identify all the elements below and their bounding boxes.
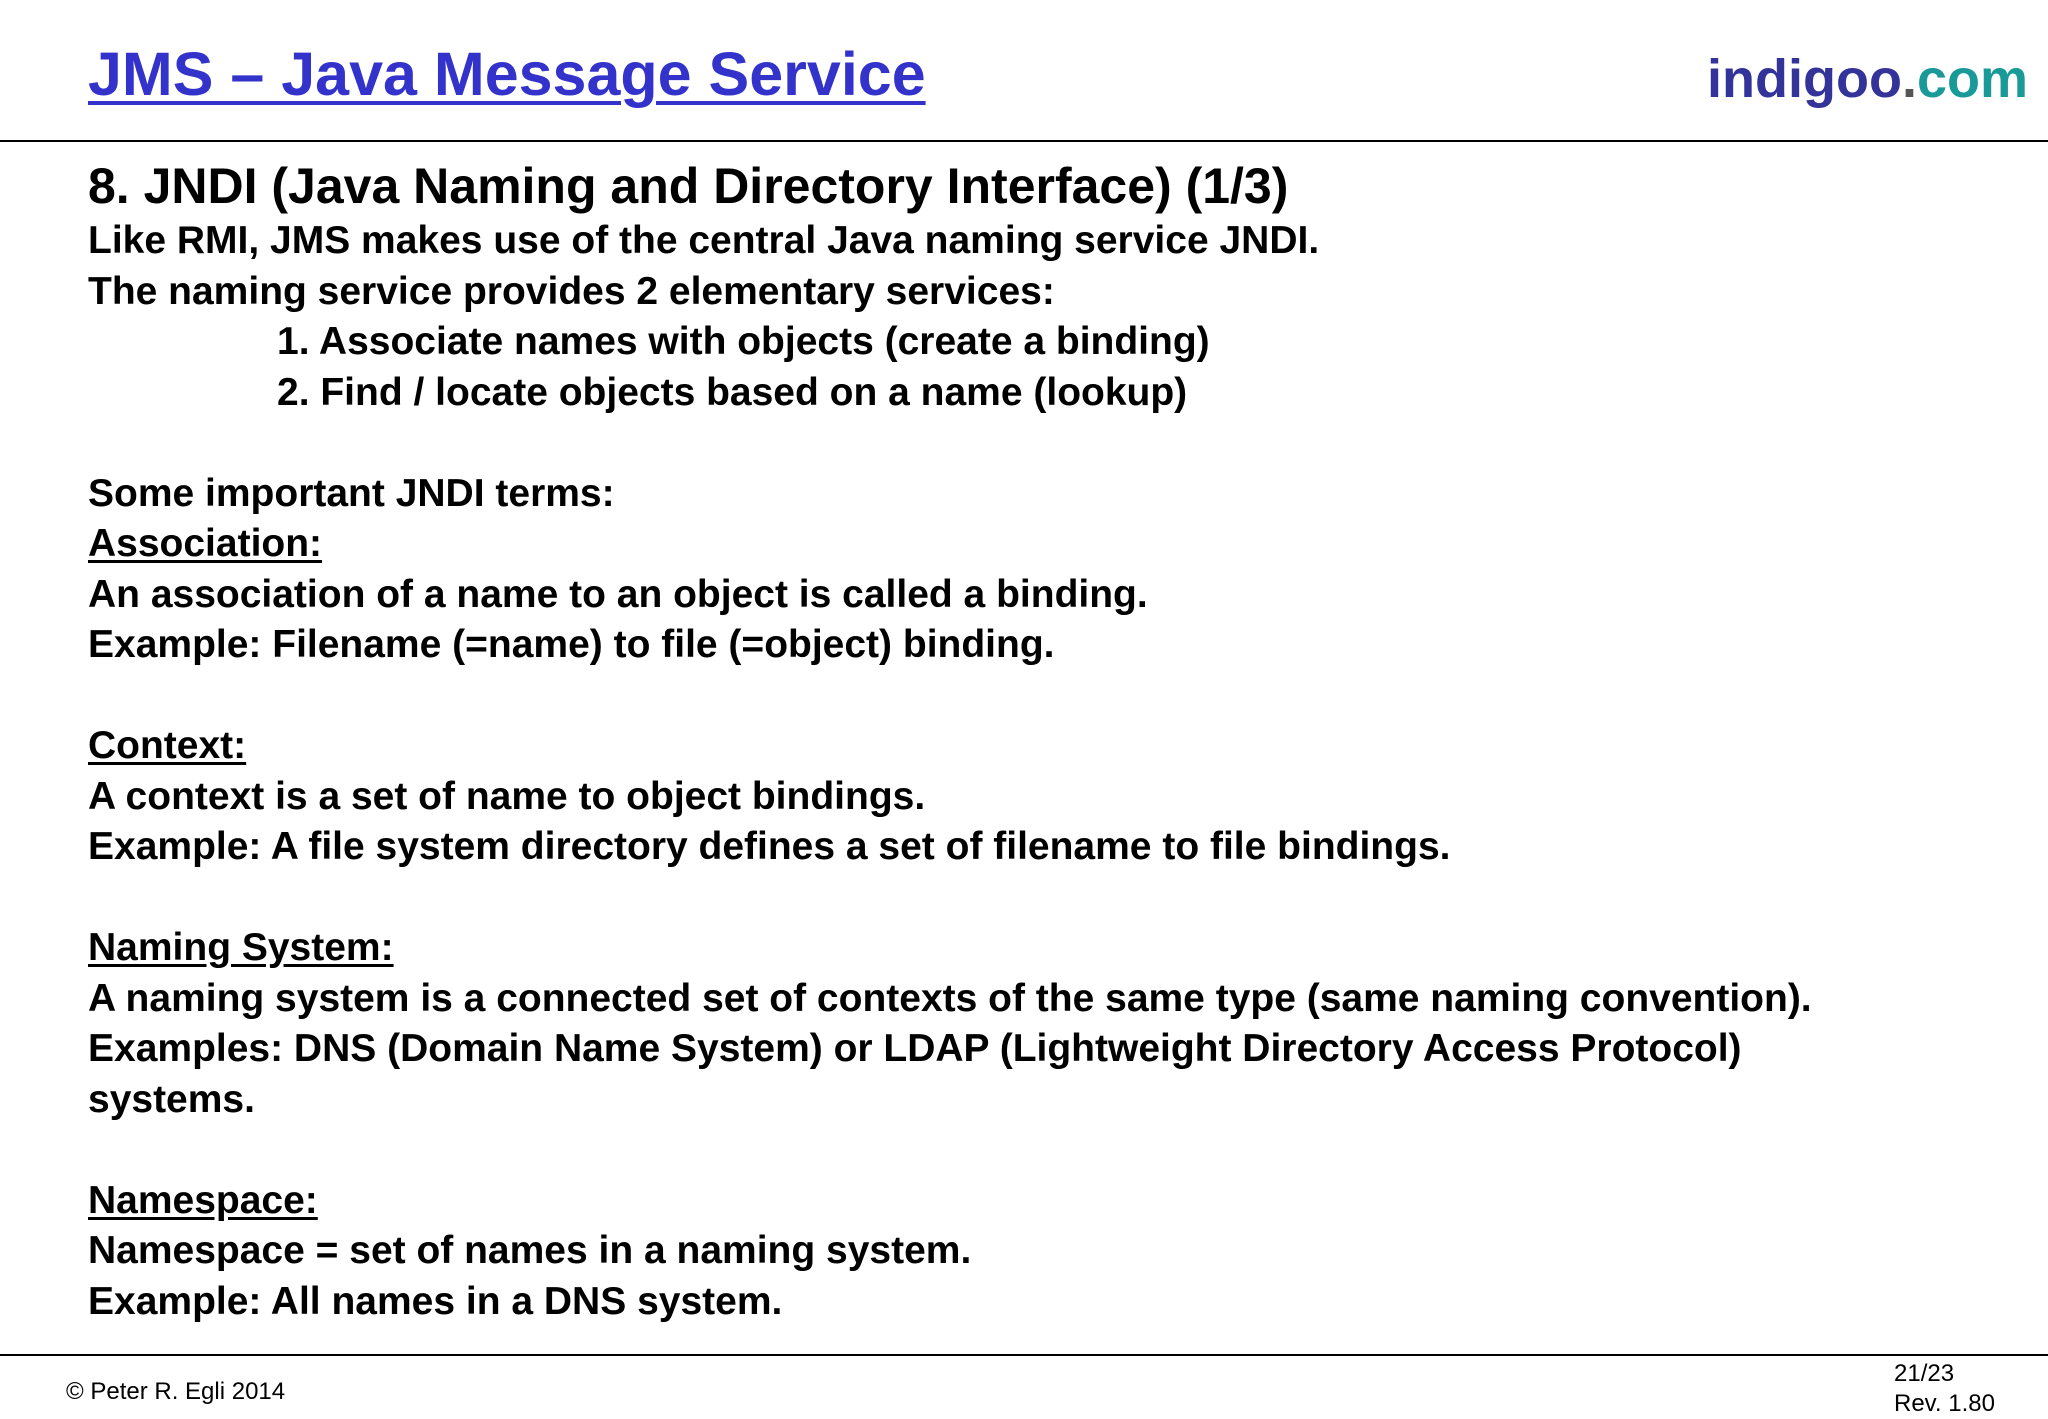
term-heading-context: Context: [88, 724, 247, 767]
service-item: 2. Find / locate objects based on a name (lookup) [277, 370, 1188, 414]
copyright-text: © Peter R. Egli 2014 [66, 1378, 286, 1405]
header-title-link[interactable]: JMS – Java Message Service [88, 40, 926, 108]
term-heading-association: Association: [88, 522, 323, 565]
spacer [88, 1125, 2028, 1176]
brand-dot-text: . [1901, 49, 1917, 109]
term-text: A context is a set of name to object bindings. [88, 774, 926, 818]
term-text: Example: A file system directory defines a set of filename to file bindings. [88, 825, 1451, 868]
page-number: 21/23 [1894, 1360, 1955, 1387]
term-text: Examples: DNS (Domain Name System) or LDAP (Lightweight Directory Access Protocol) [88, 1027, 1742, 1070]
spacer [88, 873, 2028, 924]
term-heading-naming-system: Naming System: [88, 926, 394, 969]
term-heading-namespace: Namespace: [88, 1178, 318, 1222]
terms-heading: Some important JNDI terms: [88, 471, 615, 515]
term-text: systems. [88, 1077, 255, 1121]
term-text: Namespace = set of names in a naming system. [88, 1229, 972, 1272]
term-text: A naming system is a connected set of contexts of the same type (same naming convention). [88, 976, 1812, 1020]
term-text: An association of a name to an object is called a binding. [88, 572, 1148, 616]
intro-line: Like RMI, JMS makes use of the central Java naming service JNDI. [88, 219, 1320, 262]
section-title: 8. JNDI (Java Naming and Directory Interface) (1/3) [88, 158, 1289, 214]
brand-logo [1707, 49, 2028, 109]
slide-meta [1894, 1359, 1995, 1419]
spacer [88, 418, 2028, 469]
footer-divider [0, 1354, 2048, 1356]
spacer [88, 671, 2028, 722]
brand-tld-text: com [1916, 49, 2028, 109]
term-text: Example: All names in a DNS system. [88, 1279, 783, 1323]
brand-main-text: indigoo [1707, 49, 1902, 109]
slide-content [88, 156, 2028, 1327]
term-text: Example: Filename (=name) to file (=object) binding. [88, 623, 1055, 666]
header-divider [0, 140, 2048, 142]
service-item: 1. Associate names with objects (create a binding) [277, 320, 1210, 363]
revision-label: Rev. 1.80 [1894, 1390, 1995, 1417]
intro-line: The naming service provides 2 elementary services: [88, 269, 1055, 313]
